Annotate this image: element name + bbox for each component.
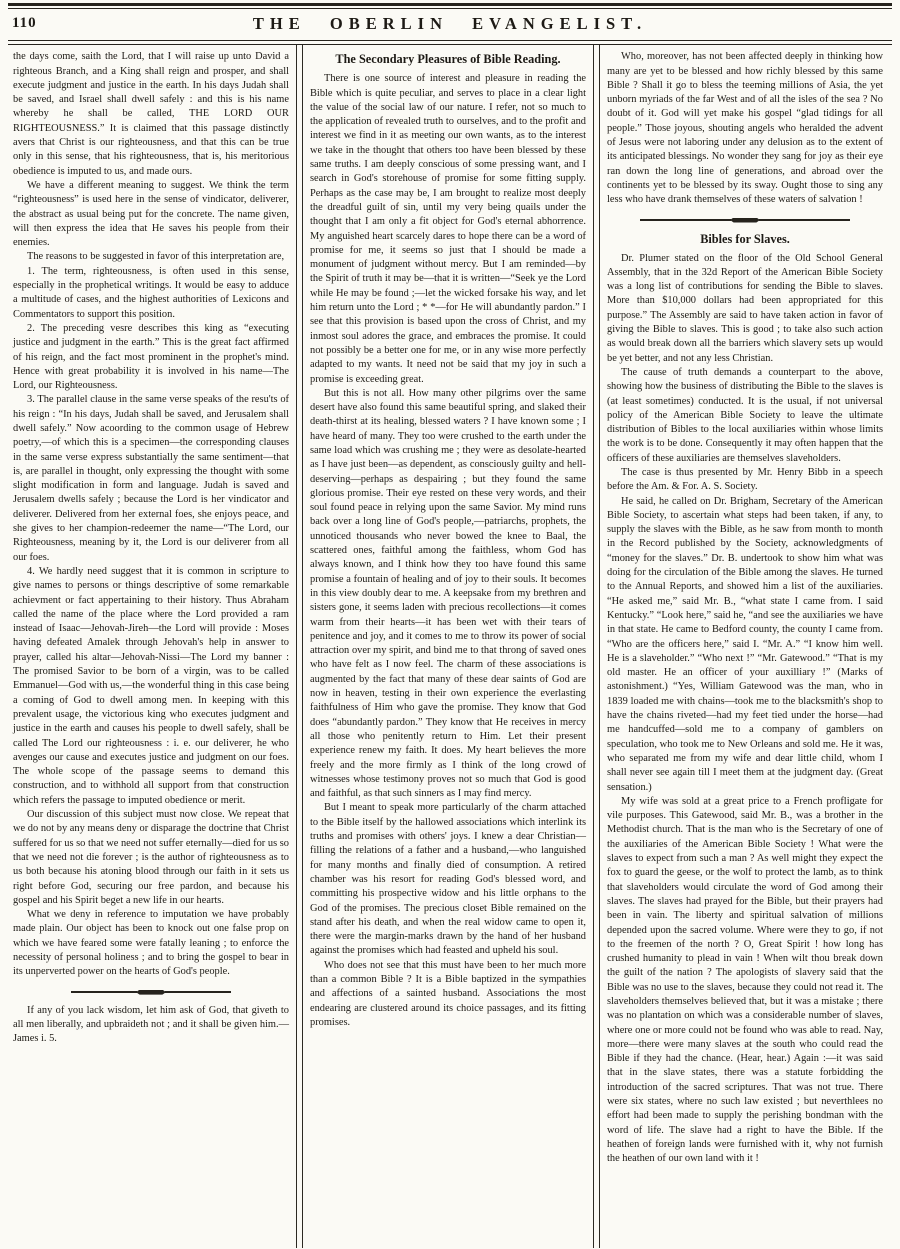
paragraph: Our discussion of this subject must now close. We repeat that we do not by any means deny or disparage the doctrine that Christ suffered for us so that we need not suffer eternally—died for us so that we need not die forever ; is the author of righteousness as to us both because his atoning blood through our faith in it sets us right before God, securing our free pardon, and because his gospel and his Spirit beget a new life in our hearts.: [13, 809, 289, 906]
column-3: [600, 45, 890, 1248]
paragraph: the days come, saith the Lord, that I will raise up unto David a righteous Branch, and a King shall reign and prosper, and shall execute judgment and justice in the earth. In his days Judah shall be saved, and Israel shall dwell safely : and this is his name whereby he shall be called, THE LORD OUR RIGHTEOUSNESS.” It is claimed that this passage distinctly avers that Christ is our righteousness, and that this can be true only in this sense, that his righteousness, that is, his meritorious obedience is imputed to us, and made ours.: [13, 51, 289, 177]
paragraph: The case is thus presented by Mr. Henry Bibb in a speech before the Am. & For. A. S. Society.: [607, 467, 883, 493]
article-heading-secondary-pleasures: The Secondary Pleasures of Bible Reading.: [335, 52, 561, 67]
diamond-ornament-icon: [136, 990, 166, 995]
paragraph: We have a different meaning to suggest. We think the term “righteousness” is used here in the sense of vindicator, deliverer, the abstract as usual being put for the concrete. The name given, will then express the idea that He saves his people from their enemies.: [13, 179, 289, 249]
paragraph: The cause of truth demands a counterpart to the above, showing how the business of distributing the Bible to the slaves is (at least sometimes) conducted. It is the usual, if not universal policy of the American Bible Society to leave the ultimate distribution of Bibles to the local auxiliaries within whose limits the work is to be done. Consequently it may often happen that the officers of these auxiliaries are themselves slaveholders.: [607, 366, 883, 464]
paragraph: What we deny in reference to imputation we have probably made plain. Our object has been to knock out one false prop on which we have feared some were fatally leaning ; to enforce the necessity of personal holiness ; and to bring the gospel to bear in its unperverted power on the hearts of God's people.: [13, 909, 289, 978]
paragraph: There is one source of interest and pleasure in reading the Bible which is quite peculiar, and serves to place in a clear light the value of the social law of our nature. I refer, not so much to the application of revealed truth to ourselves, and to the profit and interest we find in it as meeting our own wants, as to the interest we take in the thought that others too have been blessed by these same truths. I am deeply conscious of some pressing want, and I search in God's storehouse of promise for some fitting supply. Perhaps as the case may be, I am brought to realize most deeply the dreadful guilt of sin, until my very being quails under the thought that I am only a fit object for God's eternal abhorrence. My anguished heart scarcely dares to hope there can be a word of promise for me, it seems so just that I should be made a monument of judgment without mercy. But I am reminded—by the Spirit of truth it may be—that it is written—“Seek ye the Lord while He may be found ;—let the wicked forsake his way, and let him return unto the Lord ; * *—for He will abundantly pardon.” I see that this provision is based upon the cross of Christ, and my inmost soul adores the grace, and embraces the promise. It could not possibly be a better one for me, or in any wise more perfectly adapted to my wants. It need not be said that my joy in such a promise is exceeding great.: [310, 73, 586, 385]
paragraph: Who does not see that this must have been to her much more than a common Bible ? It is a Bible baptized in the sympathies and affections of a sainted husband. Associations the most endearing are clustered around its choice passages, and its fitting promises.: [310, 959, 586, 1028]
column-divider-rule: [593, 45, 600, 1248]
paragraph: 3. The parallel clause in the same verse speaks of the resu'ts of his reign : “In his days, Judah shall be saved, and Jerusalem shall dwell safely.” Now acoording to the common usage of Hebrew poetry,—of which this is a specimen—the corresponding clauses in the same verse express substantially the same sentiment—that is, are parallel in thought, only expressing the thought with some slight modification in form and language. Judah is saved and Jerusalem dwells safely ; because the Lord is her vindicator and deliverer. Delivered from her external foes, she enjoys peace, and she gives to her champion-redeemer the name—“The Lord, our Righteousness, meaning by it, the Lord is our deliverer from all our foes.: [13, 394, 289, 563]
top-thick-rule: [8, 3, 892, 6]
scripture-footnote: If any of you lack wisdom, let him ask of God, that giveth to all men liberally, and upbraideth not ; and it shall be given him.—James i. 5.: [13, 1004, 289, 1045]
page-header: [8, 9, 892, 39]
column-divider-rule: [296, 45, 303, 1248]
paragraph: 4. We hardly need suggest that it is common in scripture to give names to persons or things descriptive of some remarkable achievment or fact appertaining to their history. Thus Abraham called the name of the place where the Lord provided a ram instead of Isaac—Jehovah-Jireh—the Lord will provide : Moses having defeated Amalek through Jehovah's help in answer to prayer, called his altar—Jehovah-Nissi—The Lord my banner : The promised Savior to be born of a virgin, was to be called Emmanuel—God with us,—the wonderful thing in this case being a coming of God to dwell among men. In keeping with this prevalent usage, the victorious king who executes judgment and justice in the earth and causes his people to dwell safely, shall be called The Lord our righteousness : i. e. our deliverer, he who avenges our cause and executes justice and judgment on our foes. The whole scope of the passage seems to demand this construction, and to withhold all support from that construction which refers the passage to imputed obedience or merit.: [13, 565, 289, 806]
paragraph: 2. The preceding vesre describes this king as “executing justice and judgment in the earth.” This is the great fact affirmed of his reign, and the fact most prominent in the prophet's mind. Hence with great probability it is involved in his name—The Lord, our Righteousness.: [13, 322, 289, 392]
column-1: [6, 45, 296, 1248]
masthead-title: THE OBERLIN EVANGELIST.: [252, 14, 648, 33]
diamond-ornament-icon: [730, 218, 760, 223]
section-divider-ornament: [640, 218, 850, 223]
paragraph: But this is not all. How many other pilgrims over the same desert have also found this same beautiful spring, and slaked their death-thirst at its healing, blessed waters ? I have known some ; I have heard of many. They too were crushed to the earth under the same load which was crushing me ; they were as desolate-hearted as I have just been—as dependent, as consciously guilty and hell-deserving—perhaps as despairing ; but they found the same glorious promise. Their eye rested on these very words, and their soul found peace in relying upon the same Savior. My mind runs back over a long line of God's people,—patriarchs, prophets, the unnoticed thousands who never bowed the knee to Baal, the scattered ones, faithful among the faithless, whom God has always known, and I think how they too have found this same promise a fountain of healing and of joy to their souls. It becomes in this view doubly dear to me. A keepsake from my brethren and sisters gone, it seems laden with precious recollections—it comes warm from their hearts—it has been wet with their tears of penitence and joy, and it comes to me to throw its power of social attraction over my spirit, and bind me to that throng of saved ones who have felt as I now feel. The charm of these associations is augmented by the fact that many of these dear saints of God are now in heaven, testing in their own experience the everlasting faithfulness of Him who gave the promise. They know that God does “abundantly pardon.” They know that He receives in mercy all those who penitently return to Him. Let their present experience renew my faith. It does. My heart believes the more freely and the more firmly as I think of the long crowd of witnesses whose testimony proves not so much that God is good and faithful, as that such sinners as I may find mercy.: [310, 387, 586, 800]
paragraph: Who, moreover, has not been affected deeply in thinking how many are yet to be blessed and how richly blessed by this same Bible ? Shall it go to bless the teeming millions of Asia, the yet unborn myriads of the far West and of all the isles of the sea ? No doubt of it. God will yet make his gospel “glad tidings for all people.” Those joyous, shouting angels who heralded the advent of Jesus were not laboring under any delusion as to the extent of its anticipated blessings. No wonder they sang for joy as their eye ran down the long line of generations, and abroad over the continents yet to be blessed by its sway. Ought those to sing any less who have drank themselves of these waters of salvation !: [607, 51, 883, 206]
paragraph: My wife was sold at a great price to a French profligate for vile purposes. This Gatewood, said Mr. B., was a brother in the Methodist church. That is the man who is the Secretary of one of the auxiliaries of the American Bible Society ! What were the slaves to expect from such a man ? As well might they expect the fox to guard the geese, or the wolf to protect the lamb, as to think that slaveholders would circulate the word of God among their slaves. The slaves had prayed for the Bible, but their prayers had been in vain. The liberty and spiritual salvation of millions depended upon the sacred volume. Where were they to go, if not to the freemen of the north ? O, Great Spirit ! how long has crushed humanity to plead in vain ! When wilt thou break down the guilt of the nation ? The apologists of slavery said that the Bible was no use to the slaves, because they could not read it. The slaveholders themselves believed that, but it was a mistake ; there was no plantation on which was a considerable number of slaves, where one or more could not be found who was able to read. Nay, more—there were many slaves at the south who could read the Bible if they had the chance. (Hear, hear.) Again :—it was said that in the slave states, there was a statute forbidding the introduction of the sacred scriptures. That was not true. There were six states, where no such law existed ; but neverthlees no effort had been made to supply the perishing bondman with the word of life. The slave had a right to have the Bible. If the heathen of foreign lands were furnished with it, why not furnish the heathen of our own land with it !: [607, 795, 883, 1165]
paragraph: But I meant to speak more particularly of the charm attached to the Bible itself by the hallowed associations which interlink its truths and promises with others' joys. I knew a dear Christian—filling the relations of a father and a husband,—who languished for many months and finally died of consumption. A retired chamber was his resort for reading God's blessed word, and committing his prospective widow and his little orphans to the God of the promises. The precious closet Bible remained on the stand after his death, and when the real widow came to open it, there were the margin-marks drawn by the hand of her husband against the promises which had feasted and upheld his soul.: [310, 802, 586, 957]
section-divider-ornament: [71, 990, 231, 995]
paragraph: The reasons to be suggested in favor of this interpretation are,: [27, 251, 285, 263]
paragraph: 1. The term, righteousness, is often used in this sense, especially in the prophetical writings. It would be easy to adduce a multitude of cases, and the highest authorities of Lexicons and Commentators to support this position.: [13, 265, 289, 320]
column-2: [303, 45, 593, 1248]
paragraph: Dr. Plumer stated on the floor of the Old School General Assembly, that in the 32d Report of the American Bible Society was a long list of contributions for sending the Bible to slaves. More than $10,000 dollars had been appropriated for this purpose.” The Assembly are said to have taken action in favor of giving the Bible to slaves. This is good ; to take also such action as would break down all the barriers which slavery sets up would be yet better, and not any less Christian.: [607, 252, 883, 364]
column-layout: [6, 45, 894, 1248]
page-number: 110: [12, 15, 37, 31]
article-heading-bibles-for-slaves: Bibles for Slaves.: [700, 231, 790, 246]
paragraph: He said, he called on Dr. Brigham, Secretary of the American Bible Society, to ascertain what steps had been taken, if any, to supply the slaves with the Bible, as he saw from month to month in the Record published by the Society, acknowledgments of “money for the slaves.” Dr. B. undertook to show him what was doing for the circulation of the Bible among the slaves. He turned to the Annual Reports, and showed him a list of the auxiliaries. “He asked me,” said Mr. B., “what state I came from. I said Kentucky.” “Look here,” said he, “and see the auxiliaries we have in that state. He came to Bedford county, the county I came from. “Who are the officers here,” said I. “Mr. A.” “I know him well. He is a slaveholder.” “Who next !” “Mr. Gatewood.” “That is my old master. He an officer of your auxilliary !” (Marks of astonishment.) “Yes, William Gatewood was the man, who in 1839 loaded me with chains—took me to the blacksmith's shop to have the chains riveted—had my feet tied under the horse—had me handcuffed—sold me to a company of gamblers on speculation, who took me to New Orleans and sold me. He it was, who separated me from my wife and dear little child, whom I shall never see again till I meet them at the judgment day. (Great sensation.): [607, 495, 883, 793]
